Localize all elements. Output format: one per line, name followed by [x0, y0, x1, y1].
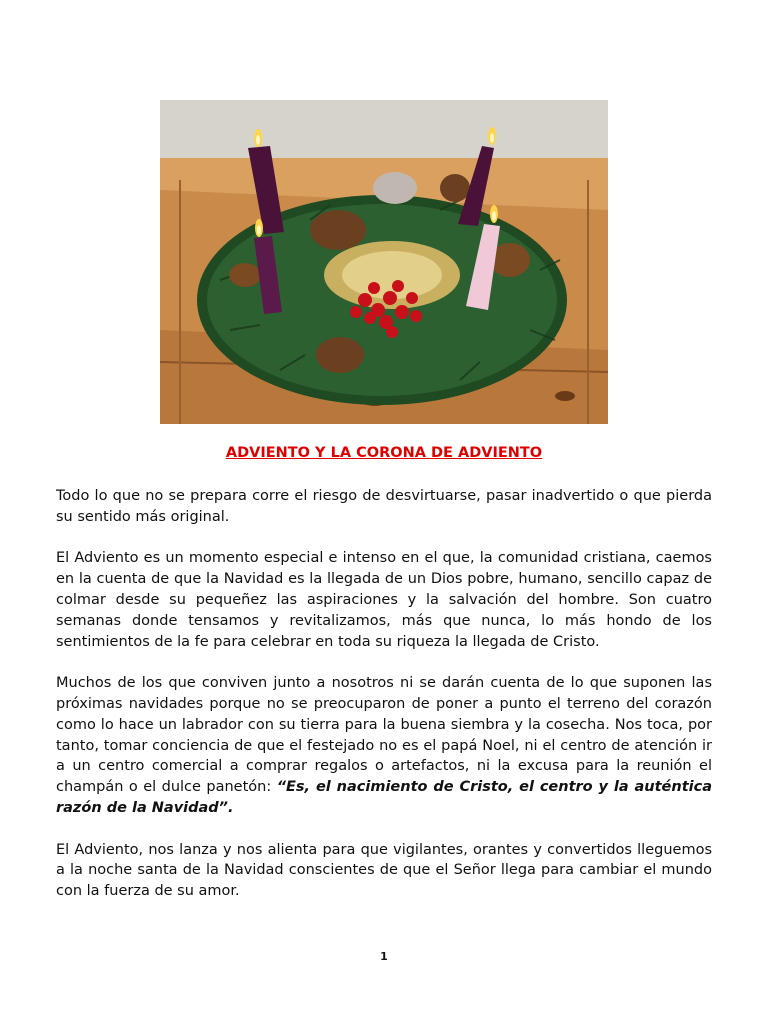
paragraph-4: El Adviento, nos lanza y nos alienta para que vigilantes, orantes y convertidos lleguemos a la noche santa de la Navidad conscientes de que el Señor llega para cambiar el mundo con la fuerza de su amor.	[56, 841, 712, 900]
highlighted-quote: “Es, el nacimiento de Cristo, el centro y la auténtica razón de la Navidad”.	[56, 779, 712, 816]
pine-cone	[440, 174, 470, 202]
page-number: 1	[380, 950, 388, 963]
pine-cone	[310, 210, 366, 250]
body-text	[56, 486, 712, 923]
paragraph-2: El Adviento es un momento especial e intenso en el que, la comunidad cristiana, caemos en la cuenta de que la Navidad es la llegada de un Dios pobre, humano, sencillo capaz de colmar desde su pequeñez las aspiraciones y la salvación del hombre. Son cuatro semanas donde tensamos y revitalizamos, más que nunca, lo más hondo de los sentimientos de la fe para celebrar en toda su riqueza la llegada de Cristo.	[56, 550, 712, 650]
paragraph-3-text: Muchos de los que conviven junto a nosotros ni se darán cuenta de lo que suponen las próximas navidades porque no se preocuparon de poner a punto el terreno del corazón como lo hace un labrador con su tierra para la buena siembra y la cosecha. Nos toca, por tanto, tomar conciencia de que el festejado no es el papá Noel, ni el centro de atención ir a un centro comercial a comprar regalos o artefactos, ni la excusa para la reunión el champán o el dulce panetón:	[56, 675, 712, 796]
page-title: ADVIENTO Y LA CORONA DE ADVIENTO	[225, 445, 543, 461]
pine-cone	[316, 337, 364, 373]
wall	[160, 100, 608, 162]
advent-wreath-photo	[160, 100, 608, 424]
paragraph-3	[56, 673, 712, 819]
pine-cone	[373, 172, 417, 204]
paragraph-1: Todo lo que no se prepara corre el riesgo de desvirtuarse, pasar inadvertido o que pierda su sentido más original.	[56, 488, 712, 525]
pine-cone	[229, 263, 261, 287]
